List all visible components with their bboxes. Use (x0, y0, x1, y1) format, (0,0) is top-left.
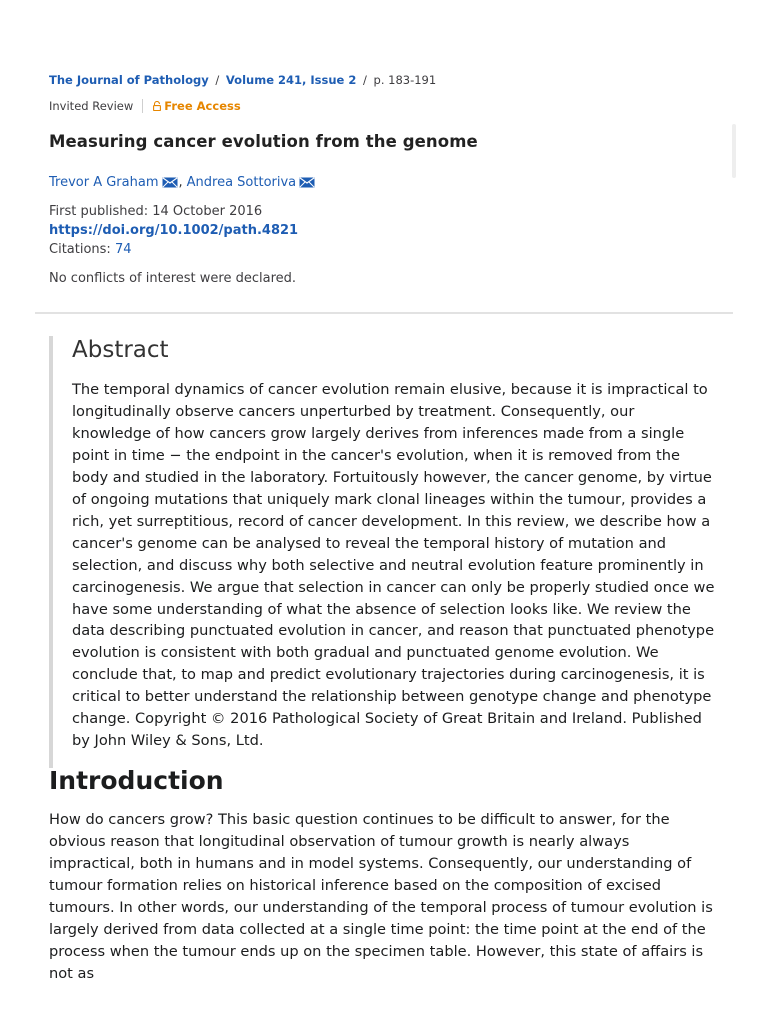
mail-icon[interactable] (299, 177, 315, 188)
conflict-statement: No conflicts of interest were declared. (49, 271, 297, 286)
citations (49, 240, 729, 259)
volume-issue-link[interactable]: Volume 241, Issue 2 (225, 73, 357, 87)
free-access-badge (153, 99, 240, 113)
doi-link[interactable]: https://doi.org/10.1002/path.4821 (49, 223, 299, 238)
lock-open-icon (153, 101, 161, 111)
citations-label: Citations: (49, 242, 111, 257)
introduction-section (49, 765, 729, 985)
scrollbar-thumb[interactable] (732, 124, 736, 178)
abstract-section (49, 336, 740, 768)
breadcrumb-separator: / (363, 73, 367, 87)
abstract-text: The temporal dynamics of cancer evolution remain elusive, because it is impractical to longitudinally observe cancers unperturbed by treatment. Consequently, our knowledge of how cancers grow largely derives from inferences made from a single point in time − the endpoint in the cancer's evolution, when it is removed from the body and studied in the laboratory. Fortuitously however, the cancer genome, by virtue of ongoing mutations that uniquely mark clonal lineages within the tumour, provides a rich, yet surreptitious, record of cancer development. In this review, we describe how a cancer's genome can be analysed to reveal the temporal history of mutation and selection, and discuss why both selective and neutral evolution feature prominently in carcinogenesis. We argue that selection in cancer can only be properly studied once we have some understanding of what the absence of selection looks like. We review the data describing punctuated evolution in cancer, and reason that punctuated phenotype evolution is consistent with both gradual and punctuated genome evolution. We conclude that, to map and predict evolutionary trajectories during carcinogenesis, it is critical to better understand the relationship between genotype change and phenotype change. Copyright © 2016 Pathological Society of Great Britain and Ireland. Published by John Wiley & Sons, Ltd. (72, 381, 715, 750)
author-link[interactable]: Andrea Sottoriva (186, 175, 297, 190)
introduction-heading: Introduction (49, 766, 224, 795)
first-published-label: First published: (49, 204, 149, 219)
author-list (49, 175, 729, 190)
breadcrumb (49, 72, 729, 89)
section-divider (35, 312, 733, 314)
journal-link[interactable]: The Journal of Pathology (49, 73, 209, 87)
author-separator: , (178, 175, 183, 190)
article-meta-row (49, 99, 729, 113)
first-published-date: 14 October 2016 (152, 204, 263, 219)
author-link[interactable]: Trevor A Graham (49, 175, 159, 190)
article-title: Measuring cancer evolution from the genome (49, 132, 478, 151)
introduction-text: How do cancers grow? This basic question continues to be difficult to answer, for the obvious reason that longitudinal observation of tumour growth is nearly always impractical, both in humans and in model systems. Consequently, our understanding of tumour formation relies on historical inference based on the composition of excised tumours. In other words, our understanding of the temporal process of tumour evolution is largely derived from data collected at a single time point: the time point at the end of the process when the tumour ends up on the specimen table. However, this state of affairs is not as (49, 811, 713, 982)
abstract-heading: Abstract (72, 337, 169, 363)
free-access-label: Free Access (164, 99, 241, 113)
citations-count-link[interactable]: 74 (114, 242, 132, 257)
first-published (49, 202, 729, 221)
mail-icon[interactable] (162, 177, 178, 188)
publication-info (49, 202, 729, 259)
article-header (49, 72, 729, 286)
article-type: Invited Review (49, 99, 143, 113)
breadcrumb-separator: / (215, 73, 220, 87)
page-range: p. 183-191 (373, 73, 437, 87)
